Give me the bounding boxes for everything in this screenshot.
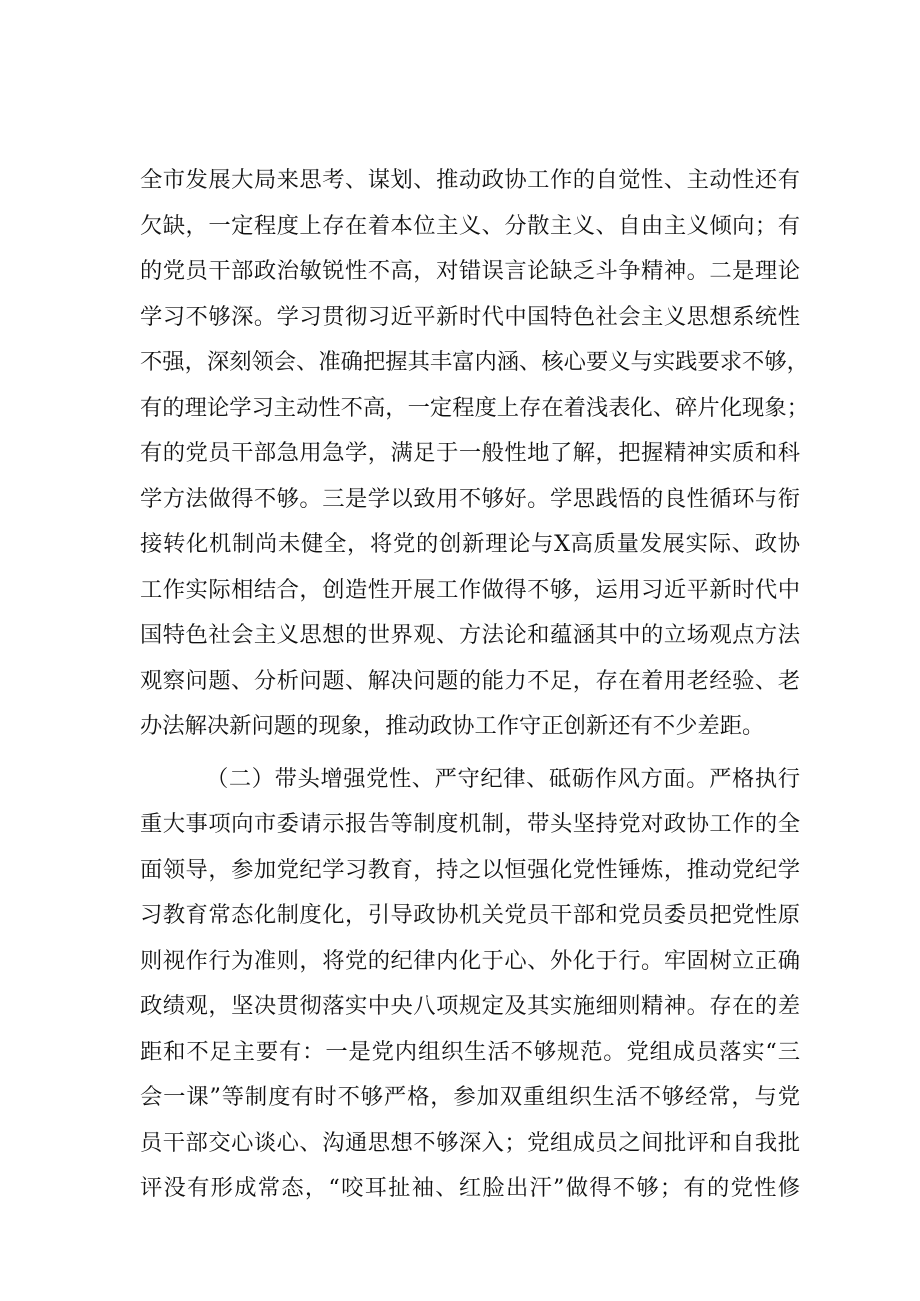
text-line: 全市发展大局来思考、谋划、推动政协工作的自觉性、主动性还有 (140, 167, 800, 193)
text-line: 工作实际相结合，创造性开展工作做得不够，运用习近平新时代中 (140, 576, 800, 603)
text-line: 习教育常态化制度化，引导政协机关党员干部和党员委员把党性原 (140, 902, 800, 928)
text-line: 员干部交心谈心、沟通思想不够深入；党组成员之间批评和自我批 (140, 1129, 800, 1156)
text-line: 评没有形成常态，“咬耳扯袖、红脸出汗”做得不够；有的党性修 (140, 1175, 800, 1201)
paragraph-2 (140, 757, 800, 1212)
text-line: 观察问题、分析问题、解决问题的能力不足，存在着用老经验、老 (140, 667, 800, 694)
text-line: （二）带头增强党性、严守纪律、砥砺作风方面。严格执行 (206, 765, 800, 792)
text-line: 有的理论学习主动性不高，一定程度上存在着浅表化、碎片化现象； (140, 394, 809, 421)
text-line: 接转化机制尚未健全，将党的创新理论与X高质量发展实际、政协 (140, 531, 800, 557)
text-line: 则视作行为准则，将党的纪律内化于心、外化于行。牢固树立正确 (140, 947, 800, 974)
text-line: 学方法做得不够。三是学以致用不够好。学思践悟的良性循环与衔 (140, 485, 800, 512)
text-line: 面领导，参加党纪学习教育，持之以恒强化党性锤炼，推动党纪学 (140, 856, 800, 883)
text-line: 办法解决新问题的现象，推动政协工作守正创新还有不少差距。 (140, 713, 765, 739)
text-line: 有的党员干部急用急学，满足于一般性地了解，把握精神实质和科 (140, 440, 800, 466)
text-line: 的党员干部政治敏锐性不高，对错误言论缺乏斗争精神。二是理论 (140, 258, 800, 284)
text-line: 距和不足主要有：一是党内组织生活不够规范。党组成员落实“三 (140, 1038, 800, 1065)
text-line: 国特色社会主义思想的世界观、方法论和蕴涵其中的立场观点方法 (140, 622, 800, 648)
text-line: 欠缺，一定程度上存在着本位主义、分散主义、自由主义倾向；有 (140, 212, 800, 239)
text-line: 不强，深刻领会、准确把握其丰富内涵、核心要义与实践要求不够， (140, 349, 809, 375)
document-body (140, 158, 809, 1212)
paragraph-gap (140, 750, 800, 757)
text-line: 会一课”等制度有时不够严格，参加双重组织生活不够经常，与党 (140, 1084, 800, 1110)
text-line: 学习不够深。学习贯彻习近平新时代中国特色社会主义思想系统性 (140, 303, 800, 330)
text-line: 重大事项向市委请示报告等制度机制，带头坚持党对政协工作的全 (140, 811, 800, 837)
paragraph-1 (140, 158, 809, 750)
text-line: 政绩观，坚决贯彻落实中央八项规定及其实施细则精神。存在的差 (140, 993, 800, 1019)
